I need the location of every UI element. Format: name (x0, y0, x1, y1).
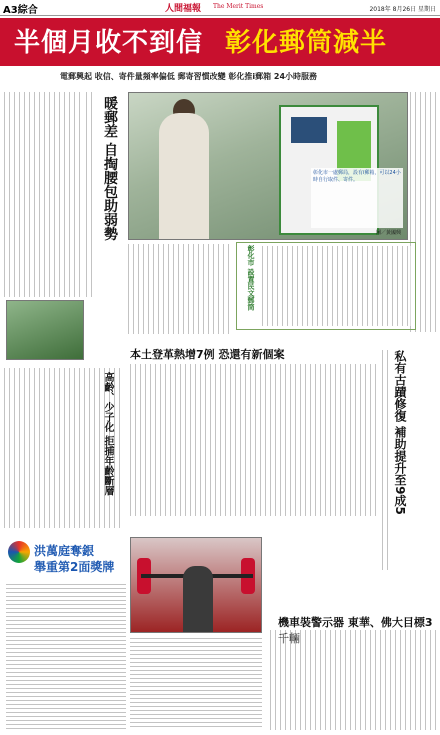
photo-caption: 彰化市一處郵局，設有i郵箱，可以24小時自行取件、寄件。 (311, 168, 403, 228)
headline-right: 彰化郵筒減半 (225, 28, 388, 58)
newspaper-english-name: The Merit Times (213, 3, 264, 10)
sidebar-title: 彰化市 設置民文郵筒 (247, 245, 255, 311)
story-headline-motorbike: 機車裝警示器 東華、佛大目標3千輛 (278, 616, 433, 645)
postman-photo (6, 300, 84, 360)
story-body-dengue (130, 364, 380, 516)
lifter-figure (183, 566, 213, 633)
newspaper-logo: 人間福報 (165, 4, 202, 14)
headline-left: 半個月收不到信 (14, 28, 204, 58)
story-headline-postman: 暖郵差 自掏腰包助弱勢 (102, 96, 118, 241)
story-headline-dengue: 本土登革熱增7例 恐還有新個案 (130, 348, 285, 361)
story-headline-weightlifting (34, 543, 114, 575)
story-body-weightlifting-2 (130, 638, 262, 728)
headline-banner (0, 18, 440, 66)
story-body-left (4, 92, 82, 297)
weightlifting-photo (130, 537, 262, 633)
sport-headline-line1: 洪萬庭奪銀 (34, 544, 95, 558)
story-body-motorbike (270, 630, 436, 730)
asian-games-logo-icon (8, 541, 30, 563)
story-body-weightlifting (6, 584, 126, 729)
sport-headline-line2: 舉重第2面獎牌 (34, 560, 115, 575)
story-headline-police: 高齡、少子化 拒捕年齡斷層 (102, 372, 113, 496)
subheadline: 電郵興起 收信、寄件量頻率偏低 郵寄習慣改變 彰化推i郵箱 24小時服務 (60, 72, 318, 81)
story-body-left-2 (86, 92, 94, 297)
story-body-monument (382, 350, 390, 570)
story-body-center (128, 244, 232, 334)
issue-date: 2018年 8月26日 星期日 (369, 6, 436, 13)
photo-credit: 圖／黃國興 (375, 230, 401, 236)
story-headline-monument: 私有古蹟修復 補助提升至9成5 (393, 350, 407, 515)
machine-screen (291, 117, 327, 143)
masthead (0, 0, 440, 16)
person-figure (159, 113, 209, 240)
sidebar-body (262, 246, 412, 326)
section-label: A3綜合 (3, 5, 38, 16)
